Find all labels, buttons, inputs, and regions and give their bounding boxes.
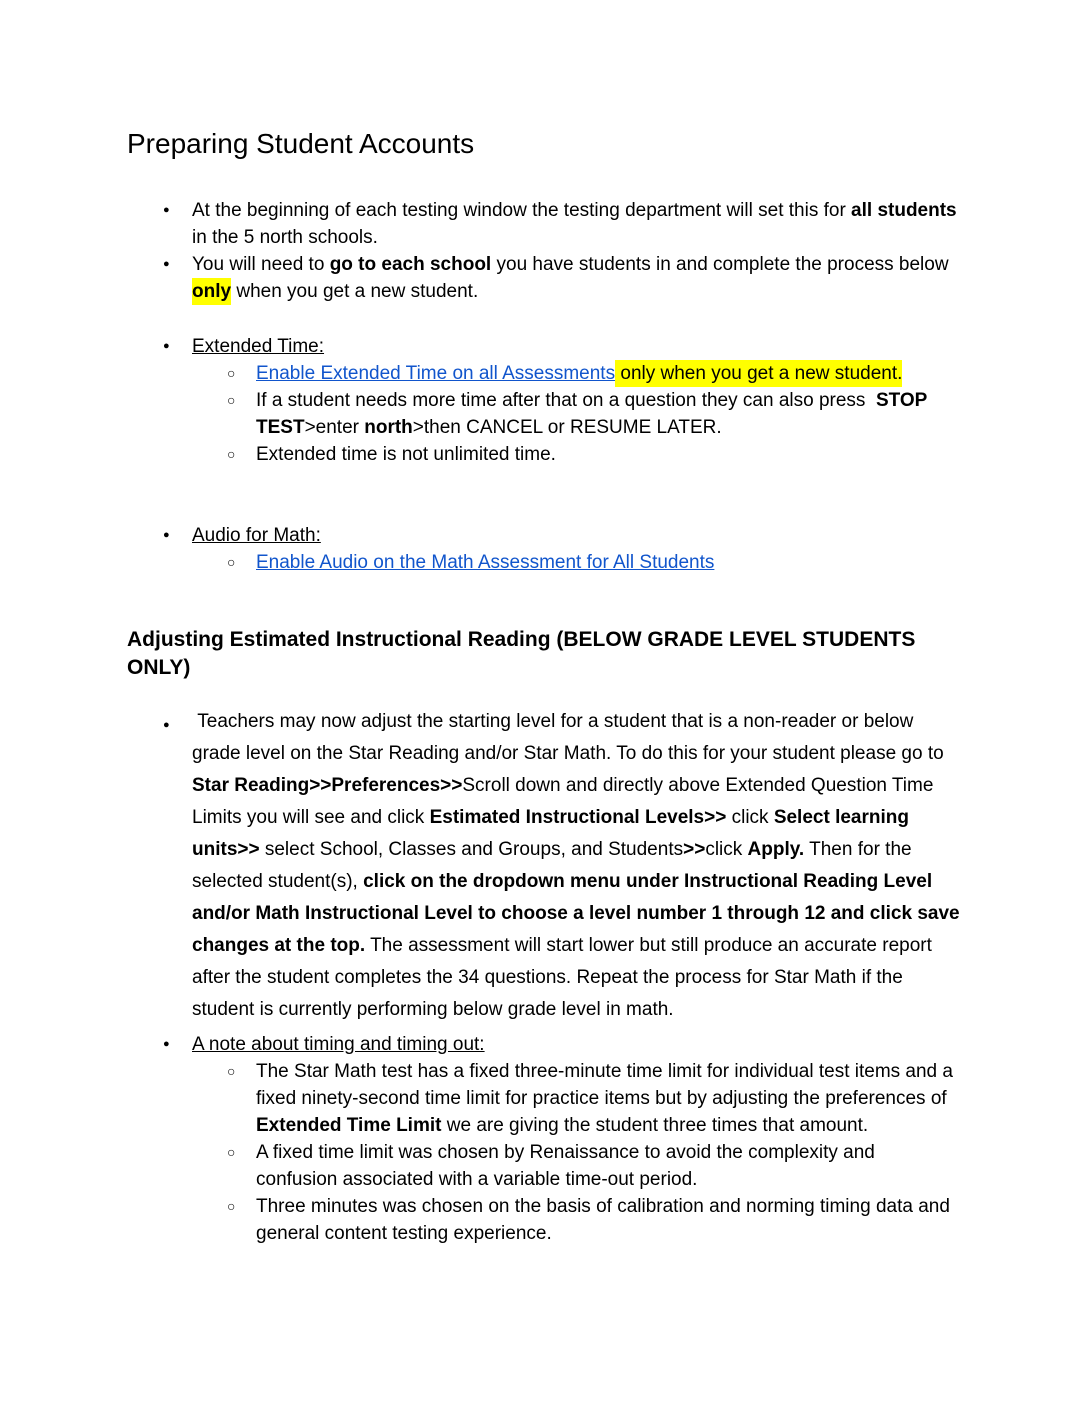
text-run: Select learning units>> [192, 807, 915, 860]
bullet-disc-icon: ● [163, 204, 170, 216]
list-item-text [192, 254, 954, 305]
list-item-extended-time-header [127, 333, 961, 360]
list-item [127, 549, 961, 576]
list-item-text [192, 200, 962, 248]
text-run: only when you get a new student. [615, 360, 902, 387]
intro-list [127, 197, 961, 305]
enable-audio-link[interactable]: Enable Audio on the Math Assessment for All Students [256, 552, 715, 573]
text-run: A fixed time limit was chosen by Renaissance to avoid the complexity and confusion associated with a variable time-out period. [256, 1142, 881, 1190]
text-run: STOP TEST [256, 390, 933, 438]
text-run: Adjusting Estimated Instructional Reading (BELOW GRADE LEVEL STUDENTS ONLY) [127, 628, 922, 679]
list-item [127, 197, 961, 251]
list-item-adjusting-paragraph [127, 706, 965, 1026]
page-title: Preparing Student Accounts [127, 128, 475, 159]
text-run: Apply. [747, 839, 805, 860]
section-label [192, 525, 321, 546]
text-run: click on the dropdown menu under Instructional Reading Level and/or Math Instructional Level to choose a level number 1 through 12 and click save changes at the top. [192, 871, 965, 956]
text-run: If a student needs more time after that on a question they can also press [256, 390, 876, 411]
list-item-text [256, 360, 902, 387]
text-run: only [192, 278, 231, 305]
text-run: you have students in and complete the process below [491, 254, 954, 275]
text-run: Star Reading>>Preferences>> [192, 775, 463, 796]
list-item-text [256, 390, 932, 438]
text-run: A note about timing and timing out: [192, 1034, 485, 1055]
text-run: The assessment will start lower but still produce an accurate report after the student completes the 34 questions. Repeat the process for Star Math if the student is currently performing below grade level in math. [192, 935, 938, 1020]
bullet-circle-icon: ○ [227, 1198, 236, 1214]
text-run: Extended Time Limit [256, 1115, 442, 1136]
list-item-text [256, 552, 714, 573]
bullet-disc-icon: ● [163, 529, 170, 541]
text-run: >> [683, 839, 706, 860]
text-run: we are giving the student three times that amount. [441, 1115, 869, 1136]
list-item [127, 1139, 961, 1193]
list-item [127, 441, 961, 468]
list-item-text [256, 1061, 958, 1136]
text-run: Extended Time: [192, 336, 325, 357]
text-run: >enter [304, 417, 365, 438]
bullet-disc-icon: ● [163, 1038, 170, 1050]
text-run: Teachers may now adjust the starting level for a student that is a non-reader or below grade level on the Star Reading and/or Star Math. To do this for your student please go to [192, 711, 949, 764]
bullet-disc-icon: ● [163, 340, 170, 352]
text-run: when you get a new student. [231, 281, 479, 302]
paragraph-text [192, 711, 965, 1020]
extended-time-section [127, 333, 961, 468]
list-item [127, 387, 961, 441]
adjusting-section-heading [127, 626, 961, 682]
adjusting-section [127, 706, 965, 1247]
section-label [192, 336, 324, 357]
list-item-text [256, 1142, 880, 1190]
bullet-disc-icon: ● [163, 719, 170, 731]
enable-extended-time-link[interactable]: Enable Extended Time on all Assessments [256, 363, 616, 384]
text-run: click [726, 807, 774, 828]
bullet-disc-icon: ● [163, 258, 170, 270]
list-item [127, 1058, 961, 1139]
text-run: Estimated Instructional Levels>> [429, 807, 727, 828]
text-run: go to each school [329, 254, 492, 275]
bullet-circle-icon: ○ [227, 392, 236, 408]
bullet-circle-icon: ○ [227, 554, 236, 570]
text-run: select School, Classes and Groups, and Students [259, 839, 684, 860]
text-run: >then CANCEL or RESUME LATER. [412, 417, 722, 438]
text-run: Three minutes was chosen on the basis of calibration and norming timing data and general content testing experience. [256, 1196, 956, 1244]
text-run: You will need to [192, 254, 330, 275]
audio-section [127, 522, 961, 576]
list-item-text [256, 444, 556, 465]
list-item [127, 1193, 961, 1247]
text-run: Scroll down and directly above Extended Question Time Limits you will see and click [192, 775, 939, 828]
list-item-audio-header [127, 522, 961, 549]
text-run: The Star Math test has a fixed three-minute time limit for individual test items and a fixed ninety-second time limit for practice items but by adjusting the preferences of [256, 1061, 959, 1109]
text-run: Then for the selected student(s), [192, 839, 917, 892]
bullet-circle-icon: ○ [227, 446, 236, 462]
text-run: Extended time is not unlimited time. [256, 444, 556, 465]
text-run: all students [851, 200, 957, 221]
text-run: north [364, 417, 413, 438]
bullet-circle-icon: ○ [227, 1144, 236, 1160]
text-run: in the 5 north schools. [192, 200, 962, 248]
section-label [192, 1034, 485, 1055]
text-run: Audio for Math: [192, 525, 321, 546]
text-run: At the beginning of each testing window the testing department will set this for [192, 200, 852, 221]
list-item [127, 251, 961, 305]
list-item-note-header [127, 1031, 961, 1058]
list-item-text [256, 1196, 955, 1244]
text-run: click [705, 839, 748, 860]
bullet-circle-icon: ○ [227, 1063, 236, 1079]
list-item [127, 360, 961, 387]
bullet-circle-icon: ○ [227, 365, 236, 381]
